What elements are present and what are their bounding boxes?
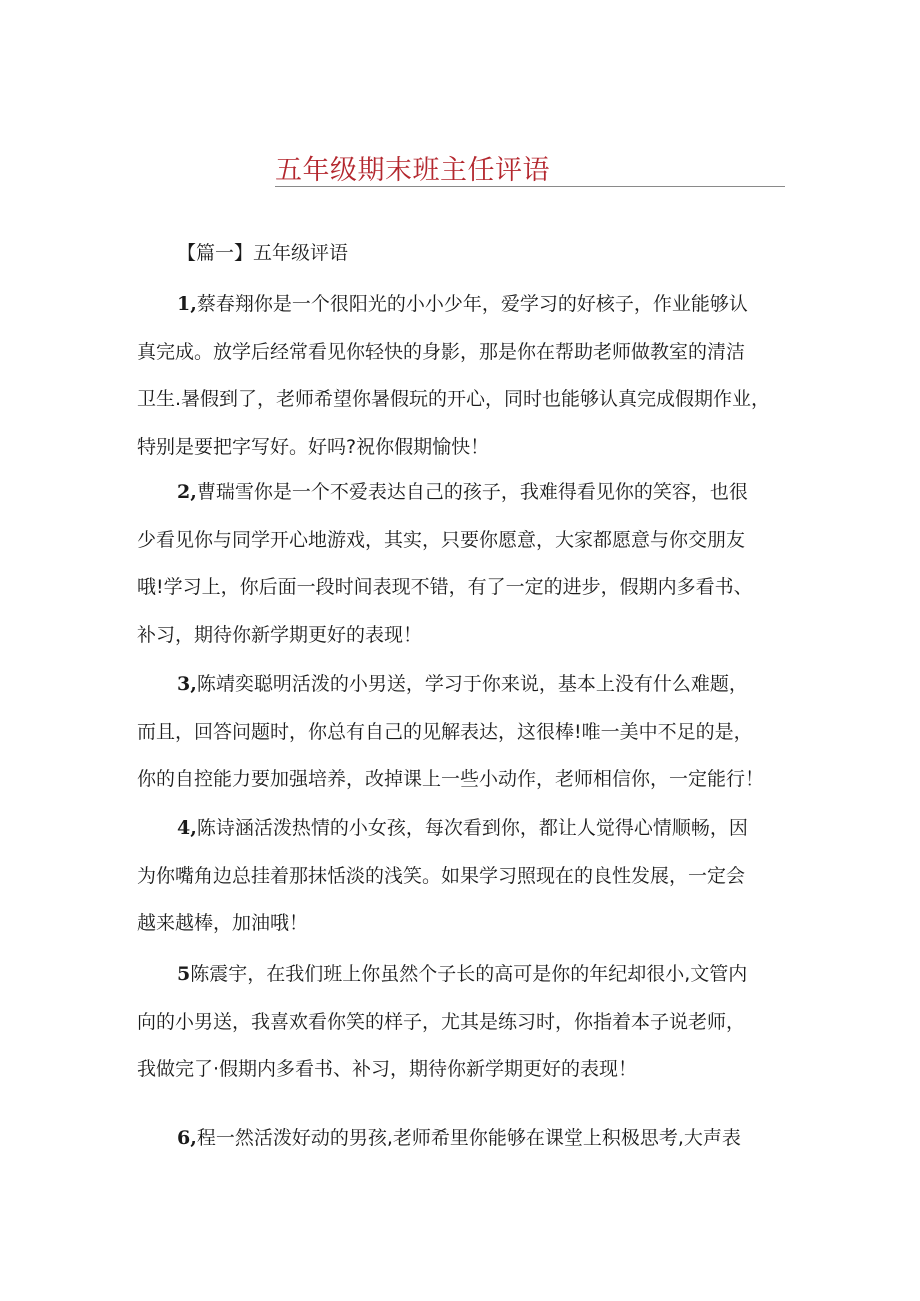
entry-line: 6,程一然活泼好动的男孩,老师希里你能够在课堂上积极思考,大声表 [177, 1127, 741, 1149]
entry-line: 向的小男送，我喜欢看你笑的样子，尤其是练习时，你指着本子说老师， [137, 1010, 746, 1033]
comment-entry-3 [137, 661, 807, 804]
document-title: 五年级期末班主任评语 [275, 155, 550, 186]
entry-number: 5 [177, 963, 191, 985]
entry-line: 特别是要把字写好。好吗?祝你假期愉快！ [137, 435, 490, 458]
entry-line: 5陈震宇，在我们班上你虽然个子长的高可是你的年纪却很小,文管内 [177, 963, 748, 985]
entry-number: 1, [177, 293, 197, 315]
entry-line: 卫生.暑假到了，老师希望你暑假玩的开心，同时也能够认真完成假期作业， [137, 388, 771, 410]
entry-line: 而且，回答问题时，你总有自己的见解表达，这很棒!唯一美中不足的是， [137, 720, 753, 743]
entry-line: 补习，期待你新学期更好的表现！ [137, 623, 423, 646]
comment-entry-4 [137, 805, 807, 948]
title-underline [275, 186, 785, 187]
entry-number: 6, [177, 1127, 197, 1149]
comment-entry-6 [137, 1115, 807, 1163]
entry-line: 我做完了·假期内多看书、补习，期待你新学期更好的表现！ [137, 1058, 638, 1080]
entry-line: 2,曹瑞雪你是一个不爱表达自己的孩子，我难得看见你的笑容，也很 [177, 481, 748, 503]
entry-line: 1,蔡春翔你是一个很阳光的小小少年，爱学习的好核子，作业能够认 [177, 293, 748, 315]
entry-line: 少看见你与同学开心地游戏，其实，只要你愿意，大家都愿意与你交朋友 [137, 528, 746, 551]
entry-number: 2, [177, 481, 197, 503]
entry-line: 哦!学习上，你后面一段时间表现不错，有了一定的进步，假期内多看书、 [137, 576, 753, 598]
entry-line: 真完成。放学后经常看见你轻快的身影，那是你在帮助老师做教室的清洁 [137, 340, 746, 363]
entry-line: 为你嘴角边总挂着那抹恬淡的浅笑。如果学习照现在的良性发展，一定会 [137, 864, 746, 887]
section-heading: 【篇一】五年级评语 [177, 242, 349, 264]
entry-number: 4, [177, 817, 197, 839]
comment-entry-5 [137, 951, 807, 1094]
entry-line: 4,陈诗涵活泼热情的小女孩，每次看到你，都让人觉得心情顺畅，因 [177, 817, 748, 839]
entry-line: 越来越棒，加油哦！ [137, 912, 309, 934]
comment-entry-1 [137, 281, 807, 471]
entry-number: 3, [177, 673, 197, 695]
entry-line: 你的自控能力要加强培养，改掉课上一些小动作，老师相信你，一定能行！ [137, 768, 765, 790]
entry-line: 3,陈靖奕聪明活泼的小男送，学习于你来说，基本上没有什么难题， [177, 673, 748, 695]
comment-entry-2 [137, 469, 807, 659]
